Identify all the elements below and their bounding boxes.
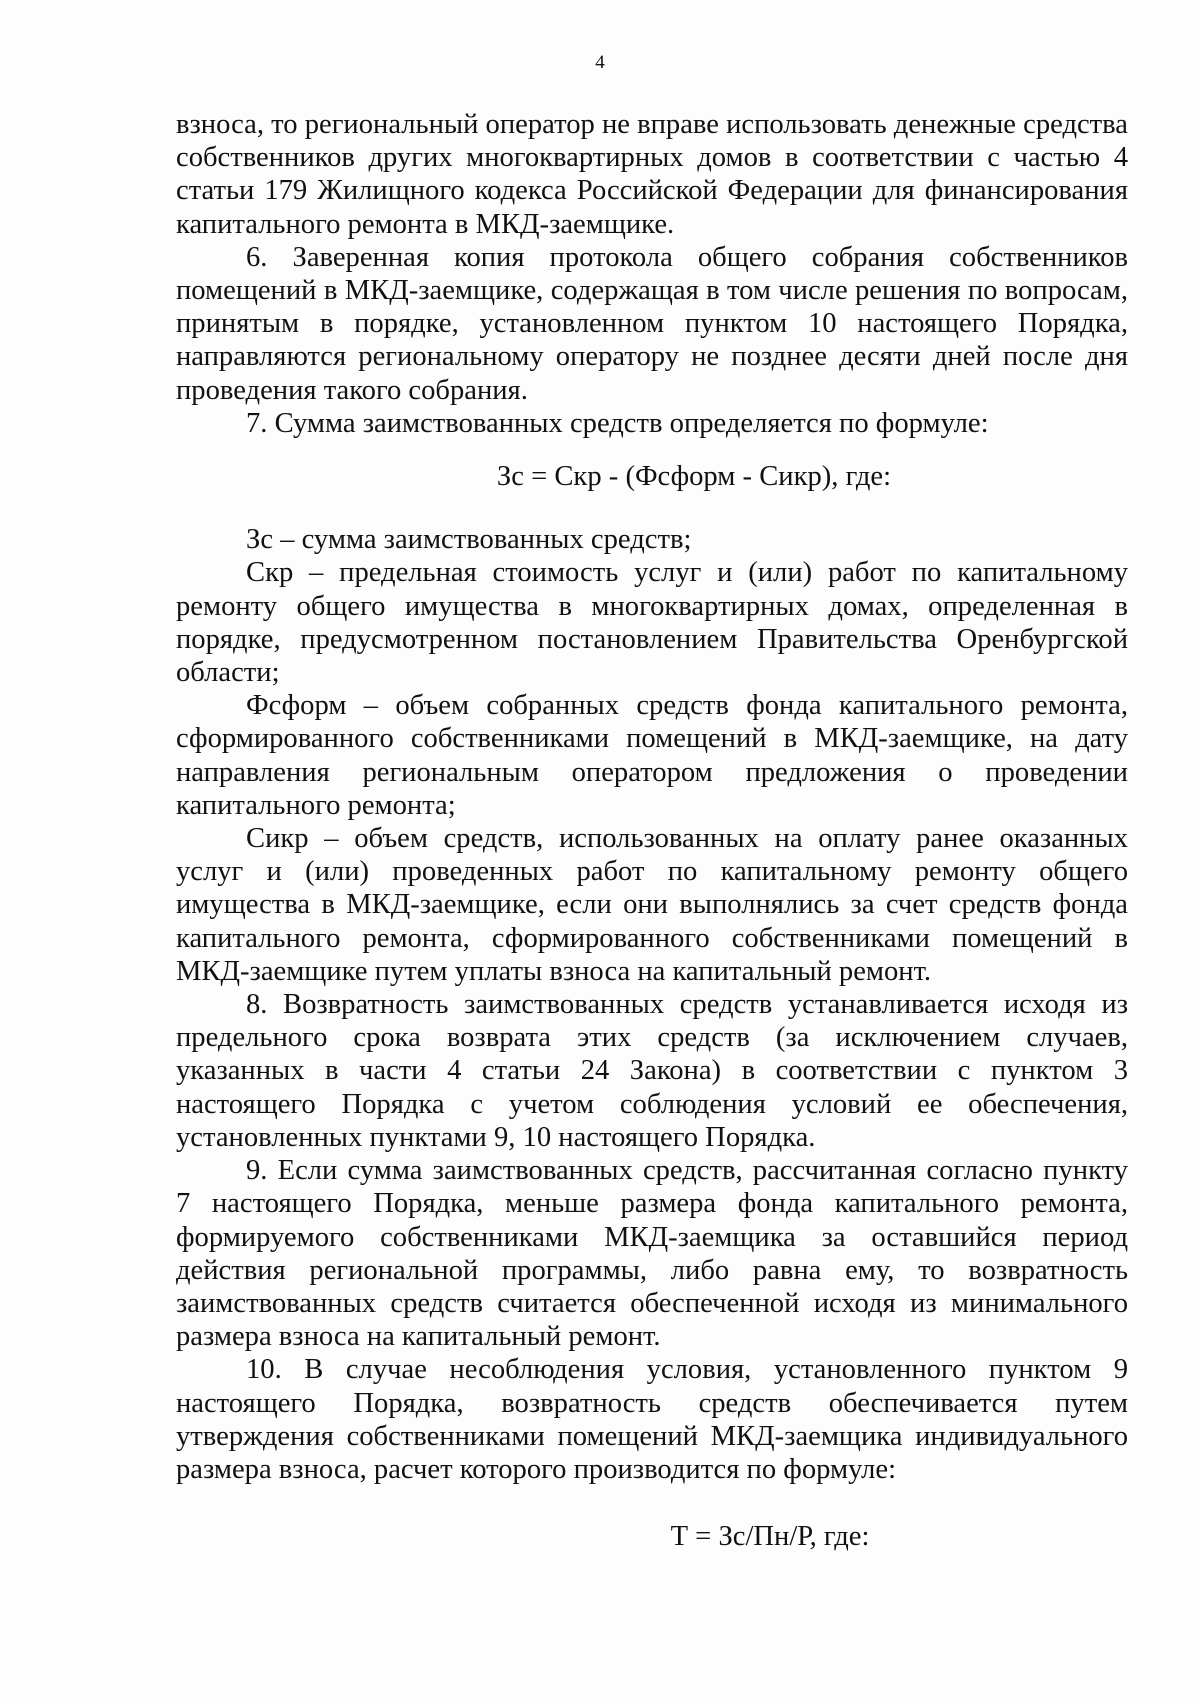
paragraph-8: 8. Возвратность заимствованных средств устанавливается исходя из предельного срока возврата этих средств (за исключением случаев, указанных в части 4 статьи 24 Закона) в соответствии с пунктом 3 настоящего Порядка с учетом соблюдения условий ее обеспечения, установленных пунктами 9, 10 настоящего Порядка. <box>176 989 1128 1153</box>
definition-zs: Зс – сумма заимствованных средств; <box>246 524 692 556</box>
paragraph-continuation: взноса, то региональный оператор не вправе использовать денежные средства собственников других многоквартирных домов в соответствии с частью 4 статьи 179 Жилищного кодекса Российской Федерации для финансирования капитального ремонта в МКД-заемщике. <box>176 109 1128 240</box>
formula-borrowed-funds: Зс = Скр - (Фсформ - Сикр), где: <box>496 461 892 493</box>
paragraph-10: 10. В случае несоблюдения условия, установленного пунктом 9 настоящего Порядка, возвратность средств обеспечивается путем утверждения собственниками помещений МКД-заемщика индивидуального размера взноса, расчет которого производится по формуле: <box>176 1354 1128 1485</box>
definition-fsform: Фсформ – объем собранных средств фонда капитального ремонта, сформированного собственниками помещений в МКД-заемщике, на дату направления региональным оператором предложения о проведении капитального ремонта; <box>176 690 1128 821</box>
definition-sikr: Сикр – объем средств, использованных на оплату ранее оказанных услуг и (или) проведенных работ по капитальному ремонту общего имущества в МКД-заемщике, если они выполнялись за счет средств фонда капитального ремонта, сформированного собственниками помещений в МКД-заемщике путем уплаты взноса на капитальный ремонт. <box>176 823 1128 987</box>
paragraph-6: 6. Заверенная копия протокола общего собрания собственников помещений в МКД-заемщике, содержащая в том числе решения по вопросам, принятым в порядке, установленном пунктом 10 настоящего Порядка, направляются региональному оператору не позднее десяти дней после дня проведения такого собрания. <box>176 241 1128 406</box>
page-number: 4 <box>595 52 605 73</box>
paragraph-7: 7. Сумма заимствованных средств определяется по формуле: <box>246 407 989 439</box>
document-body <box>176 108 1128 1553</box>
paragraph-9: 9. Если сумма заимствованных средств, рассчитанная согласно пункту 7 настоящего Порядка, меньше размера фонда капитального ремонта, формируемого собственниками МКД-заемщика за оставшийся период действия региональной программы, либо равна ему, то возвратность заимствованных средств считается обеспеченной исходя из минимального размера взноса на капитальный ремонт. <box>176 1155 1128 1353</box>
definition-skr: Скр – предельная стоимость услуг и (или) работ по капитальному ремонту общего имущества в многоквартирных домах, определенная в порядке, предусмотренном постановлением Правительства Оренбургской области; <box>176 557 1128 689</box>
formula-individual-fee: Т = Зс/Пн/Р, где: <box>670 1521 870 1553</box>
